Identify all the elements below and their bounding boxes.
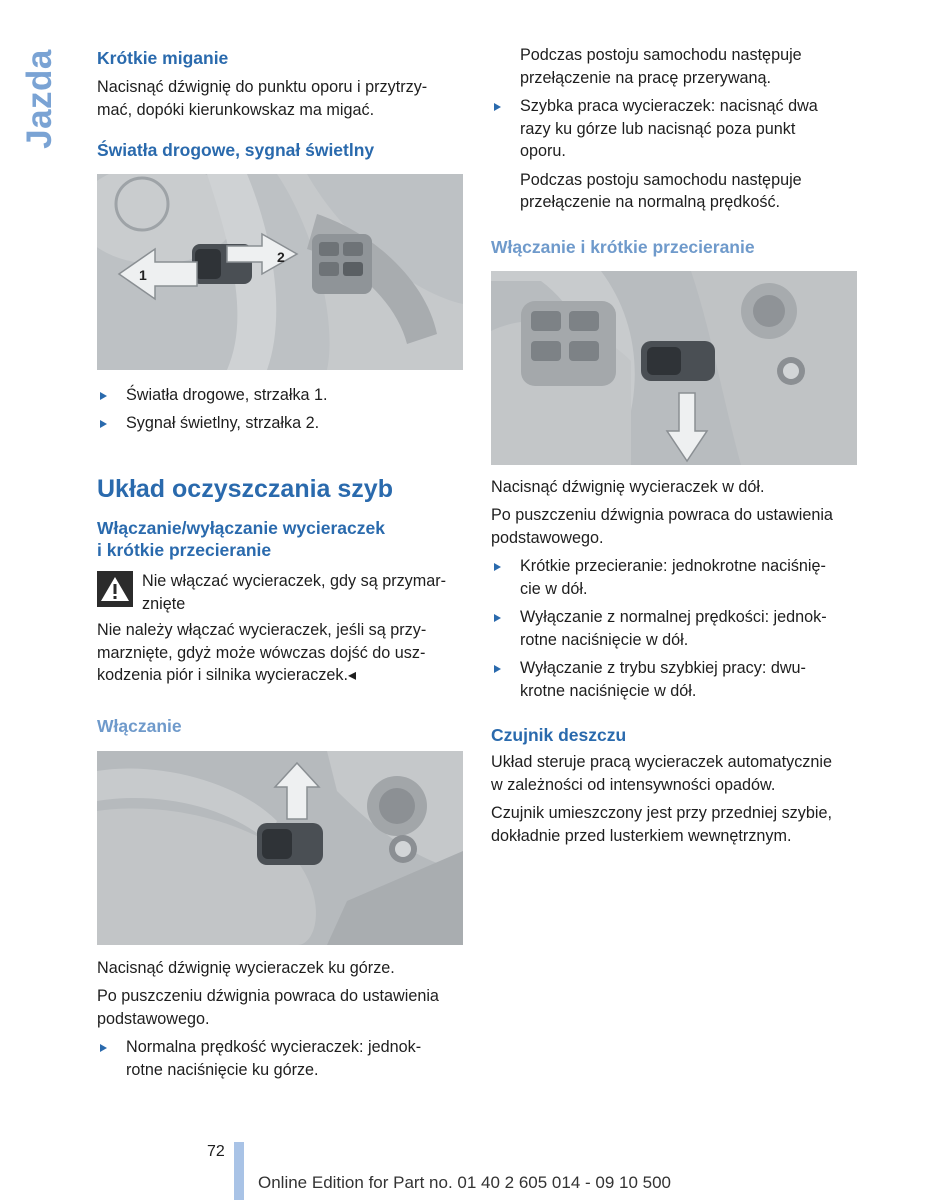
paragraph-warning: Nie należy włączać wycieraczek, jeśli są przy- marznięte, gdyż może wówczas dojść do usz- kodzenia piór i silnika wycieraczek.◂ xyxy=(97,621,427,684)
warning-text: Nie włączać wycieraczek, gdy są przymar- znięte xyxy=(142,572,447,613)
bullet-triangle-icon xyxy=(494,614,501,622)
bullet-triangle-icon xyxy=(100,1044,107,1052)
heading-high-beam: Światła drogowe, sygnał świetlny xyxy=(97,140,375,160)
bullet-triangle-icon xyxy=(494,563,501,571)
bullet-triangle-icon xyxy=(100,392,107,400)
paragraph-rain-2: Czujnik umieszczony jest przy przedniej szybie, dokładnie przed lusterkiem wewnętrznym. xyxy=(491,804,832,845)
right-column xyxy=(491,44,859,847)
bullet-off-normal: Wyłączanie z normalnej prędkości: jednok- rotne naciśnięcie w dół. xyxy=(491,606,859,651)
page-number: 72 xyxy=(207,1143,225,1160)
paragraph-standstill-1: Podczas postoju samochodu następuje przełączenie na pracę przerywaną. xyxy=(520,46,802,87)
heading-short-flash: Krótkie miganie xyxy=(97,48,229,68)
heading-switch-on: Włączanie xyxy=(97,715,182,736)
heading-wiper-system: Układ oczyszczania szyb xyxy=(97,475,393,503)
warning-triangle-icon xyxy=(97,571,133,607)
heading-wipers-on-off: Włączanie/wyłączanie wycieraczek i krótkie przecieranie xyxy=(97,518,385,560)
bullet-off-fast: Wyłączanie z trybu szybkiej pracy: dwu- krotne naciśnięcie w dół. xyxy=(491,657,859,702)
figure-high-beam xyxy=(97,174,463,370)
arrow-2-label: 2 xyxy=(277,249,285,265)
side-tab xyxy=(18,44,62,154)
side-tab-label: Jazda xyxy=(20,49,59,149)
paragraph-rain-1: Układ steruje pracą wycieraczek automatycznie w zależności od intensywności opadów. xyxy=(491,753,832,794)
bullet-fast-wipe: Szybka praca wycieraczek: nacisnąć dwa razy ku górze lub nacisnąć poza punkt oporu. xyxy=(491,95,859,163)
bullet-short-wipe: Krótkie przecieranie: jednokrotne naciśnię- cie w dół. xyxy=(491,555,859,600)
paragraph-push-up: Nacisnąć dźwignię wycieraczek ku górze. xyxy=(97,958,395,977)
paragraph-push-down: Nacisnąć dźwignię wycieraczek w dół. xyxy=(491,477,765,496)
bullet-triangle-icon xyxy=(494,665,501,673)
bullet-high-beam: Światła drogowe, strzałka 1. xyxy=(97,384,465,407)
figure-wiper-down xyxy=(491,271,857,465)
paragraph-standstill-2: Podczas postoju samochodu następuje przełączenie na normalną prędkość. xyxy=(520,170,802,211)
footer-edition: Online Edition for Part no. 01 40 2 605 014 - 09 10 500 xyxy=(258,1173,672,1192)
heading-rain-sensor: Czujnik deszczu xyxy=(491,725,627,745)
heading-on-short-wipe: Włączanie i krótkie przecieranie xyxy=(491,236,755,257)
paragraph-short-flash: Nacisnąć dźwignię do punktu oporu i przytrzy- mać, dopóki kierunkowskaz ma migać. xyxy=(97,78,428,119)
arrow-1-label: 1 xyxy=(139,267,147,283)
bullet-triangle-icon xyxy=(100,420,107,428)
bullet-normal-speed: Normalna prędkość wycieraczek: jednok- rotne naciśnięcie ku górze. xyxy=(97,1036,465,1081)
warning-block xyxy=(97,570,465,615)
footer-bar xyxy=(234,1142,244,1200)
bullet-flash-signal: Sygnał świetlny, strzałka 2. xyxy=(97,412,465,435)
figure-wiper-up xyxy=(97,751,463,945)
left-column xyxy=(97,44,465,1081)
paragraph-returns-right: Po puszczeniu dźwignia powraca do ustawienia podstawowego. xyxy=(491,506,833,547)
paragraph-returns-left: Po puszczeniu dźwignia powraca do ustawienia podstawowego. xyxy=(97,987,439,1028)
bullet-triangle-icon xyxy=(494,103,501,111)
